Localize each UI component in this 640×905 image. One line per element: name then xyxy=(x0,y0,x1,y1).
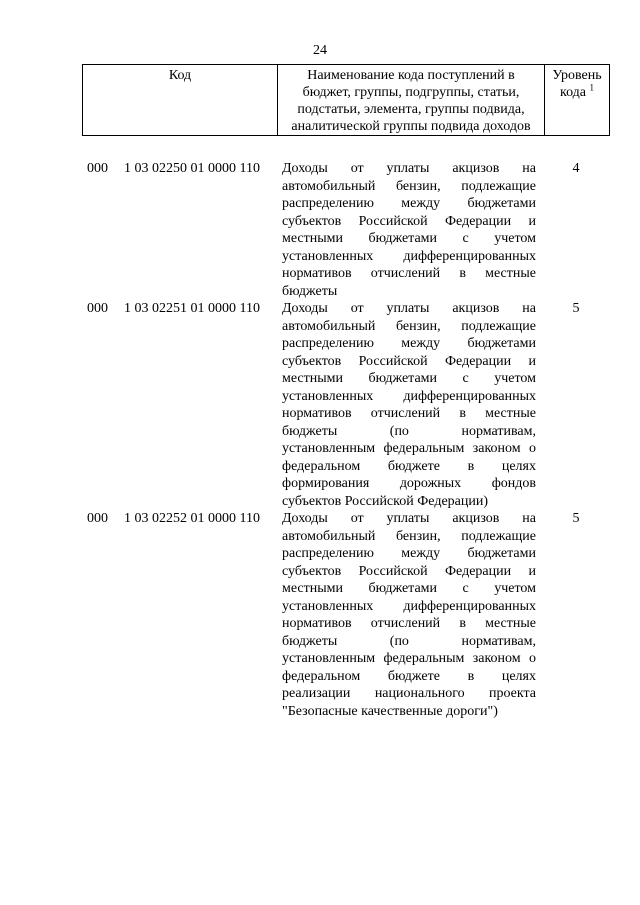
row-level: 4 xyxy=(572,161,580,176)
header-code: Код xyxy=(83,65,278,135)
row-level: 5 xyxy=(572,511,580,526)
header-name-line: аналитической группы подвида доходов xyxy=(291,119,531,134)
row-admin-code: 000 xyxy=(87,301,108,316)
row-name-cell xyxy=(282,300,536,510)
row-admin-code: 000 xyxy=(87,161,108,176)
row-name-line: автомобильный бензин, подлежащие xyxy=(282,178,536,194)
row-name-line: субъектов Российской Федерации) xyxy=(282,493,489,509)
row-name-line: нормативов отчислений в местные xyxy=(282,266,536,281)
row-name-line: реализации национального проекта xyxy=(282,686,536,701)
row-name-line: автомобильный бензин, подлежащие xyxy=(282,528,536,544)
row-admin-code: 000 xyxy=(87,511,108,526)
row-name-line: "Безопасные качественные дороги") xyxy=(282,703,498,719)
table-row xyxy=(82,300,610,510)
row-name-line: установленных дифференцированных xyxy=(282,598,536,614)
row-name-line: нормативов отчислений в местные xyxy=(282,406,536,421)
row-revenue-code: 1 03 02252 01 0000 110 xyxy=(124,511,260,526)
row-name-line: распределению между бюджетами xyxy=(282,196,536,211)
header-name xyxy=(278,65,545,135)
row-name-line: распределению между бюджетами xyxy=(282,546,536,561)
table-body xyxy=(82,160,610,720)
row-name-line: бюджеты (по нормативам, xyxy=(282,423,536,439)
table-header xyxy=(82,64,610,136)
row-name-line: автомобильный бензин, подлежащие xyxy=(282,318,536,334)
row-code-cell xyxy=(82,160,282,300)
row-name-line: Доходы от уплаты акцизов на xyxy=(282,301,536,316)
row-name-line: нормативов отчислений в местные xyxy=(282,616,536,631)
table-row xyxy=(82,510,610,720)
row-name-line: бюджеты xyxy=(282,283,338,299)
row-name-line: федеральном бюджете в целях xyxy=(282,458,536,474)
row-name-line: Доходы от уплаты акцизов на xyxy=(282,511,536,526)
row-name-line: установленных дифференцированных xyxy=(282,388,536,404)
page-number: 24 xyxy=(313,43,327,58)
header-name-line: Наименование кода поступлений в xyxy=(307,68,515,83)
row-name-line: формирования дорожных фондов xyxy=(282,476,536,491)
row-name-line: субъектов Российской Федерации и xyxy=(282,353,536,369)
row-name-line: установленным федеральным законом о xyxy=(282,441,536,456)
row-revenue-code: 1 03 02251 01 0000 110 xyxy=(124,301,260,316)
row-name-line: федеральном бюджете в целях xyxy=(282,668,536,684)
row-name-line: местными бюджетами с учетом xyxy=(282,581,536,596)
row-name-line: субъектов Российской Федерации и xyxy=(282,563,536,579)
header-level xyxy=(545,65,609,135)
row-name-line: местными бюджетами с учетом xyxy=(282,231,536,246)
table-row xyxy=(82,160,610,300)
row-code-cell xyxy=(82,300,282,510)
row-name-line: бюджеты (по нормативам, xyxy=(282,633,536,649)
row-name-cell xyxy=(282,160,536,300)
header-level-word: кода xyxy=(559,85,587,100)
row-name-line: распределению между бюджетами xyxy=(282,336,536,351)
row-revenue-code: 1 03 02250 01 0000 110 xyxy=(124,161,260,176)
row-code-cell xyxy=(82,510,282,720)
header-name-line: бюджет, группы, подгруппы, статьи, xyxy=(302,85,520,100)
footnote-marker: 1 xyxy=(589,82,595,93)
row-name-line: установленным федеральным законом о xyxy=(282,651,536,666)
row-name-cell xyxy=(282,510,536,720)
row-level: 5 xyxy=(572,301,580,316)
header-name-line: подстатьи, элемента, группы подвида, xyxy=(297,102,525,117)
header-level-line: Уровень xyxy=(552,68,602,83)
row-name-line: субъектов Российской Федерации и xyxy=(282,213,536,229)
row-name-line: местными бюджетами с учетом xyxy=(282,371,536,386)
header-level-line xyxy=(545,84,609,101)
row-name-line: установленных дифференцированных xyxy=(282,248,536,264)
row-name-line: Доходы от уплаты акцизов на xyxy=(282,161,536,176)
